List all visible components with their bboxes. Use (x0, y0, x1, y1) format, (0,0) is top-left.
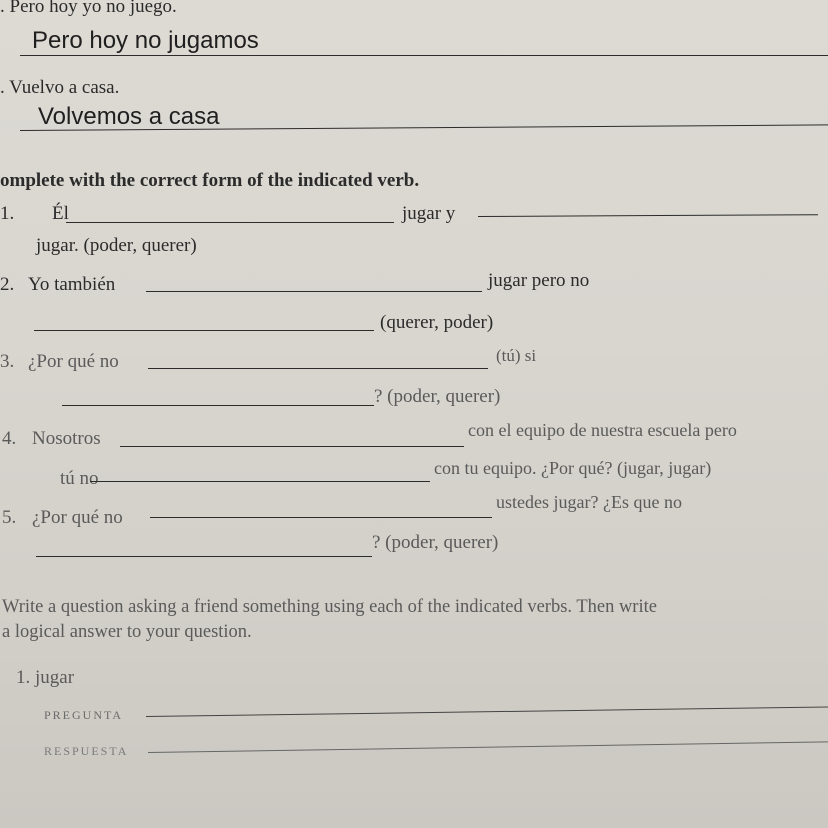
item-continuation: (querer, poder) (380, 312, 494, 333)
item-prompt-2: . Vuelvo a casa. (0, 77, 120, 98)
item-continuation: ? (poder, querer) (372, 532, 499, 553)
handwritten-answer-1: Pero hoy no jugamos (32, 27, 259, 54)
item-continuation: con tu equipo. ¿Por qué? (jugar, jugar) (434, 458, 712, 478)
blank-line[interactable] (478, 214, 818, 217)
question-line[interactable] (146, 706, 828, 717)
item-mid-text: jugar y (402, 203, 456, 224)
blank-line[interactable] (120, 446, 464, 447)
blank-line[interactable] (150, 517, 492, 518)
section-c-instruction-line-2: a logical answer to your question. (2, 622, 252, 642)
item-number: 2. (0, 274, 15, 295)
label-respuesta: RESPUESTA (44, 744, 129, 758)
item-continuation: jugar. (poder, querer) (36, 235, 197, 256)
handwritten-answer-2: Volvemos a casa (38, 103, 220, 130)
blank-line[interactable] (146, 291, 482, 292)
item-mid-text: con el equipo de nuestra escuela pero (468, 420, 737, 440)
blank-line[interactable] (66, 222, 394, 223)
item-lead-2: tú no (60, 468, 99, 489)
blank-line[interactable] (90, 481, 430, 482)
item-lead: ¿Por qué no (32, 507, 123, 528)
item-mid-text: ustedes jugar? ¿Es que no (496, 492, 682, 512)
item-prompt-1: . Pero hoy yo no juego. (0, 0, 177, 17)
item-number: 4. (2, 428, 17, 449)
item-lead: Él (52, 203, 69, 224)
item-lead: ¿Por qué no (28, 351, 119, 372)
answer-line[interactable] (148, 741, 828, 753)
item-lead: Yo también (28, 274, 116, 295)
blank-line[interactable] (34, 330, 374, 331)
item-mid-text: (tú) si (496, 346, 537, 365)
answer-line-1[interactable] (20, 55, 828, 56)
section-b-instruction: omplete with the correct form of the indicated verb. (0, 170, 420, 191)
item-continuation: ? (poder, querer) (374, 386, 501, 407)
section-c-item-1: 1. jugar (16, 667, 75, 688)
item-number: 1. (0, 203, 15, 224)
blank-line[interactable] (148, 368, 488, 369)
blank-line[interactable] (62, 405, 374, 406)
section-c-instruction-line-1: Write a question asking a friend something using each of the indicated verbs. Then write (2, 597, 657, 617)
label-pregunta: PREGUNTA (44, 708, 124, 722)
item-mid-text: jugar pero no (488, 270, 590, 291)
item-lead: Nosotros (32, 428, 101, 449)
item-number: 3. (0, 351, 15, 372)
blank-line[interactable] (36, 556, 372, 557)
item-number: 5. (2, 507, 17, 528)
